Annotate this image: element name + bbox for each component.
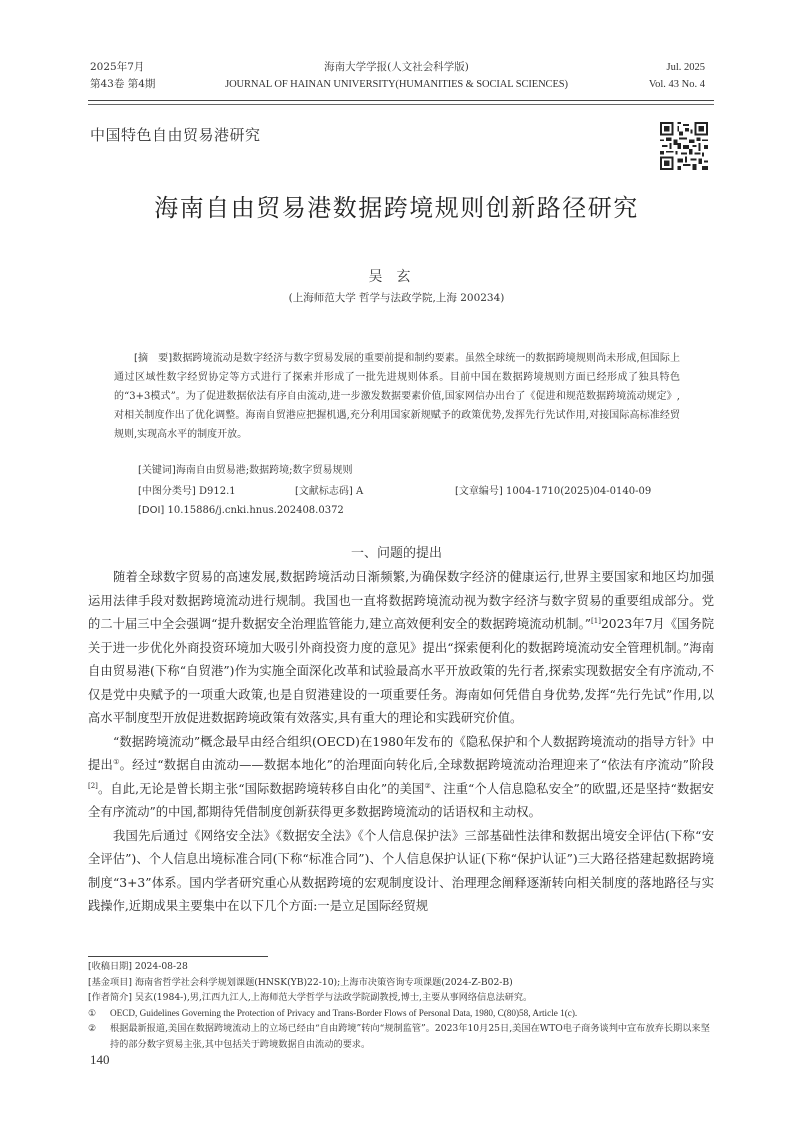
fund-project: [基金项目] 海南省哲学社会科学规划课题(HNSK(YB)22-10);上海市决策咨询专项课题(2024-Z-B02-B) [88,976,513,988]
article-number-value: 1004-1710(2025)04-0140-09 [506,486,652,497]
column-name: 中国特色自由贸易港研究 [90,126,261,144]
citation: [2] [88,781,98,790]
classification-label: [中图分类号] [138,486,196,497]
author-affiliation: (上海师范大学 哲学与法政学院,上海 200234) [288,292,505,304]
header-right [649,59,705,93]
paragraph: 我国先后通过《网络安全法》《数据安全法》《个人信息保护法》三部基础性法律和数据出境安全评估(下称“安全评估”)、个人信息出境标准合同(下称“标准合同”)、个人信息保护认证(下称“保护认证”)三大路径搭建起数据跨境制度“3+3”体系。国内学者研究重心从数据跨境的宏观制度设计、治理理念阐释逐渐转向相关制度的落地路径与实践操作,近期成果主要集中在以下几个方面:一是立足国际经贸规 [88,828,714,913]
footnote-rule [88,956,268,957]
header-issue-en: Vol. 43 No. 4 [648,79,705,90]
doi [138,503,344,519]
paragraph: “数据跨境流动”概念最早由经合组织(OECD)在1980年发布的《隐私保护和个人数据跨境流动的指导方针》中提出①。经过“数据自由流动——数据本地化”的治理面向转化后,全球数据跨境流动治理迎来了“依法有序流动”阶段[2]。自此,无论是曾长期主张“国际数据跨境转移自由化”的美国②、注重“个人信息隐私安全”的欧盟,还是坚持“数据安全有序流动”的中国,都期待凭借制度创新获得更多数据跨境流动的话语权和主动权。 [88,734,714,819]
citation: [1] [591,616,601,625]
header-rule-thin [88,104,714,105]
header-date-cn: 2025年7月 [90,61,145,73]
document-code-label: [文献标志码] [295,486,353,497]
journal-name-en: JOURNAL OF HAINAN UNIVERSITY(HUMANITIES & SOCIAL SCIENCES) [225,79,568,90]
abstract-text: 数据跨境流动是数字经济与数字贸易发展的重要前提和制约要素。虽然全球统一的数据跨境规则尚未形成,但国际上通过区域性数字经贸协定等方式进行了探索并形成了一批先进规则体系。目前中国在数据跨境规则方面已经形成了独具特色的“3+3模式”。为了促进数据依法有序自由流动,进一步激发数据要素价值,国家网信办出台了《促进和规范数据跨境流动规定》,对相关制度作出了优化调整。海南自贸港应把握机遇,充分利用国家新规赋予的政策优势,发挥先行先试作用,对接国际高标准经贸规则,实现高水平的制度开放。 [114,353,680,440]
author-name: 吴玄 [368,269,425,285]
journal-name-cn: 海南大学学报(人文社会科学版) [324,61,469,73]
footnote-item: ① OECD, Guidelines Governing the Protection of Privacy and Trans-Border Flows of Personal Data, 1980, C(80)58, Article 1(c). [88,1007,578,1019]
header-issue-cn: 第43卷 第4期 [90,78,156,90]
keywords-value: 海南自由贸易港;数据跨境;数字贸易规则 [175,465,353,476]
header-left [90,59,155,93]
header-rule-thick [88,100,714,101]
document-code [295,484,363,500]
page-number: 140 [90,1052,110,1067]
footnote-mark: ① [113,757,120,766]
paragraph: 随着全球数字贸易的高速发展,数据跨境活动日渐频繁,为确保数字经济的健康运行,世界主要国家和地区均加强运用法律手段对数据跨境流动进行规制。我国也一直将数据跨境流动视为数字经济与数字贸易的重要组成部分。党的二十届三中全会强调“提升数据安全治理监管能力,建立高效便利安全的数据跨境流动机制。”[1]2023年7月《国务院关于进一步优化外商投资环境加大吸引外商投资力度的意见》提出“探索便利化的数据跨境流动安全管理机制。”海南自由贸易港(下称“自贸港”)作为实施全面深化改革和试验最高水平开放政策的先行者,探索实现数据安全有序流动,不仅是党中央赋予的一项重大政策,也是自贸港建设的一项重要任务。海南如何凭借自身优势,发挥“先行先试”作用,以高水平制度型开放促进数据跨境政策有效落实,具有重大的理论和实践研究价值。 [88,570,714,725]
footnote-item: ② 根据最新报道,美国在数据跨境流动上的立场已经由“自由跨境”转向“规制监管”。2023年10月25日,美国在WTO电子商务谈判中宣布放弃长期以来坚持的部分数字贸易主张,其中包括关于跨境数据自由流动的要求。 [88,1023,710,1050]
doi-label: [DOI] [138,505,165,516]
footnotes [88,959,714,1052]
doi-value: 10.15886/j.cnki.hnus.202408.0372 [167,505,344,516]
section-heading: 一、问题的提出 [350,546,442,561]
header-date-en: Jul. 2025 [666,62,705,73]
received-date: [收稿日期] 2024-08-28 [88,961,188,972]
abstract-label: [摘 要] [134,353,173,364]
abstract [114,349,680,444]
keywords [138,463,353,479]
document-code-value: A [356,486,364,497]
keywords-label: [关键词] [138,465,176,476]
article-number [455,484,651,500]
body-text [88,566,714,919]
footnote-mark: ② [424,781,431,790]
article-number-label: [文章编号] [455,486,503,497]
article-title: 海南自由贸易港数据跨境规则创新路径研究 [154,194,639,222]
classification-value: D912.1 [199,486,236,497]
author-bio: [作者简介] 吴玄(1984-),男,江西九江人,上海师范大学哲学与法政学院副教授,博士,主要从事网络信息法研究。 [88,992,533,1003]
classification [138,484,236,500]
qr-code-icon [660,122,708,170]
header-journal [160,59,633,93]
